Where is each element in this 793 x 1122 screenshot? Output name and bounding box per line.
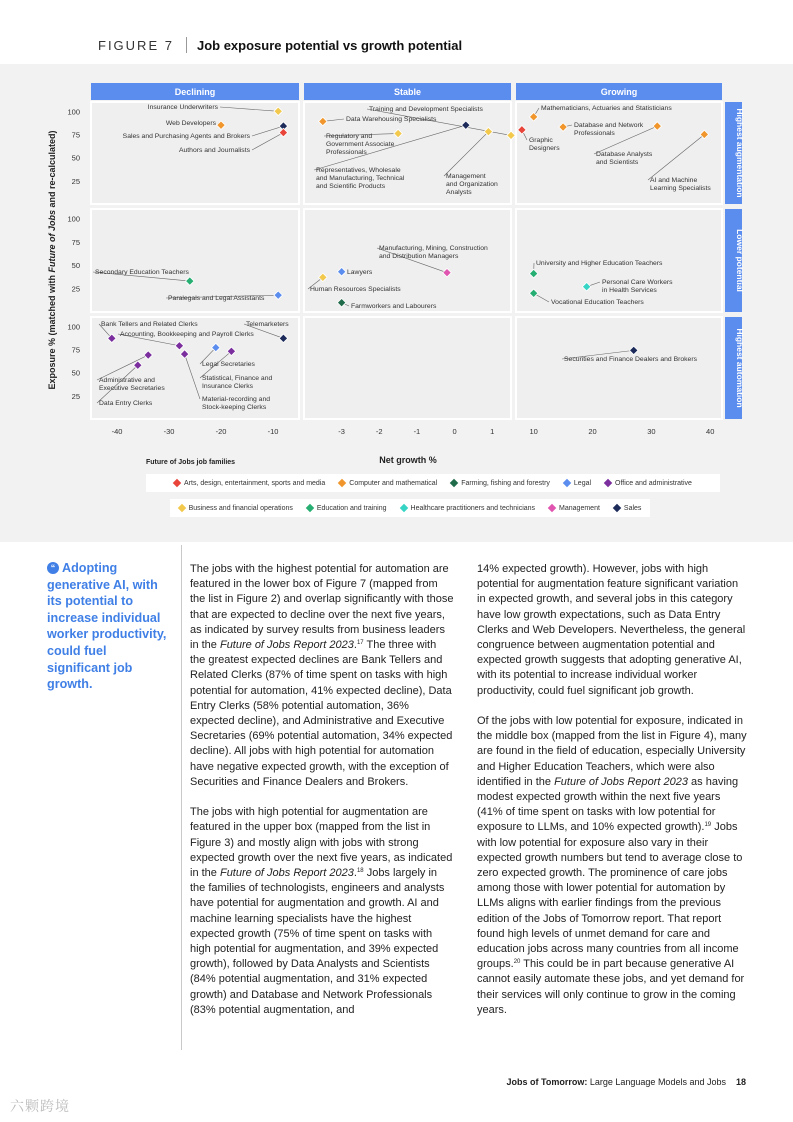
x-tick-label: -1 xyxy=(413,427,421,436)
data-label-line: and Scientists xyxy=(596,159,639,166)
figure-header xyxy=(98,36,462,54)
legend-label: Education and training xyxy=(316,504,387,512)
footer-subtitle: Large Language Models and Jobs xyxy=(587,1077,726,1087)
footer-series: Jobs of Tomorrow: xyxy=(506,1077,588,1087)
y-tick-label: 75 xyxy=(71,130,80,140)
x-tick-label: -20 xyxy=(215,427,227,436)
data-label: Secondary Education Teachers xyxy=(95,269,189,276)
column-header-label: Stable xyxy=(393,87,422,97)
data-label: Lawyers xyxy=(347,269,373,276)
legend-item xyxy=(174,480,325,487)
header-separator xyxy=(186,37,187,53)
text-run: The jobs with high potential for augmentation are featured in the upper box (mapped from the list in Figure 3) and mostly align with jobs with strong expected growth over the next five years, as indicated in the xyxy=(190,806,453,880)
data-label-line: Professionals xyxy=(326,149,367,156)
chart-panel xyxy=(304,209,511,312)
data-label-line: Statistical, Finance and xyxy=(202,375,273,382)
chart-area xyxy=(0,64,793,542)
text-column-2 xyxy=(477,562,749,1033)
y-tick-label: 50 xyxy=(71,368,80,378)
legend-marker xyxy=(548,504,556,512)
row-header-label: Highest augmentation xyxy=(735,108,745,198)
paragraph xyxy=(190,805,454,1018)
column-divider xyxy=(181,545,182,1050)
legend-label: Legal xyxy=(573,479,592,487)
data-label-line: Government Associate xyxy=(326,141,395,148)
data-label-line: Management xyxy=(446,173,486,180)
data-label-line: Material-recording and xyxy=(202,396,271,403)
data-label: Data Entry Clerks xyxy=(99,400,153,407)
y-tick-label: 25 xyxy=(71,391,80,401)
legend-row-2 xyxy=(170,499,650,517)
text-run: Of the jobs with low potential for exposure, indicated in the middle box (mapped from the list in Figure 4), many are found in the field of education, especially University and Higher Education Teachers, which were also identified in the xyxy=(477,715,747,788)
legend-label: Arts, design, entertainment, sports and media xyxy=(184,479,326,487)
data-label: Sales and Purchasing Agents and Brokers xyxy=(122,133,250,140)
data-label-line: Analysts xyxy=(446,189,472,196)
data-label: University and Higher Education Teachers xyxy=(536,260,663,267)
italic-title: Future of Jobs Report 2023 xyxy=(219,639,354,652)
y-axis-title-part: and re-calculated) xyxy=(47,130,57,210)
x-tick-label: -3 xyxy=(338,427,345,436)
paragraph xyxy=(477,562,749,699)
legend-marker xyxy=(613,504,621,512)
data-label-line: Executive Secretaries xyxy=(99,385,165,392)
paragraph xyxy=(190,562,454,790)
y-tick-label: 75 xyxy=(71,237,80,247)
data-label-line: Representatives, Wholesale xyxy=(316,167,401,174)
legend-marker xyxy=(306,504,314,512)
legend-label: Sales xyxy=(623,504,642,512)
text-run: Jobs with low potential for exposure also vary in their expected growth numbers but tend to average close to zero expected growth. The prominence of care jobs among those with lower potential for automation by LLMs aligns with earlier findings from the previous edition of the Jobs of Tomorrow report. That report found high levels of unmet demand for care and education jobs across many countries from all income groups. xyxy=(477,821,743,971)
legend-item xyxy=(605,480,692,487)
data-label xyxy=(202,396,270,411)
x-tick-label: -2 xyxy=(375,427,383,436)
y-axis-title xyxy=(47,130,57,389)
text-run: 14% expected growth). However, jobs with high potential for augmentation feature significant variation in expected growth, and several jobs in this category have low growth expectations, such as Data Entry Clerks and Web Developers. Nevertheless, the general congruence between augmentation potential and expected growth suggests that adopting generative AI, with its potential to increase individual worker productivity, could fuel significant job growth. xyxy=(477,563,746,697)
quote-icon: “ xyxy=(47,562,59,574)
y-tick-label: 100 xyxy=(67,107,80,117)
legend-marker xyxy=(177,504,185,512)
data-label-line: Learning Specialists xyxy=(650,185,711,192)
x-tick-label: -40 xyxy=(111,427,123,436)
footnote-ref: 17 xyxy=(356,640,364,647)
y-tick-label: 50 xyxy=(71,153,80,163)
legend-item xyxy=(549,505,600,512)
x-axis-title: Net growth % xyxy=(379,455,437,465)
data-label-line: Professionals xyxy=(574,130,615,137)
text-run: . xyxy=(353,867,357,880)
legend-marker xyxy=(338,479,346,487)
data-label: Bank Tellers and Related Clerks xyxy=(101,321,198,328)
data-label-line: Regulatory and xyxy=(326,133,373,140)
italic-title: Future of Jobs Report 2023 xyxy=(219,867,354,880)
footnote-ref: 18 xyxy=(356,868,364,875)
y-tick-label: 75 xyxy=(71,345,80,355)
y-tick-label: 100 xyxy=(67,214,80,224)
x-tick-label: -30 xyxy=(163,427,175,436)
data-label-line: Manufacturing, Mining, Construction xyxy=(379,245,488,252)
y-tick-label: 100 xyxy=(67,322,80,332)
text-column-1 xyxy=(190,562,454,1033)
scatter-chart xyxy=(0,64,793,542)
data-label-line: Stock-keeping Clerks xyxy=(202,404,267,411)
italic-title: Future of Jobs Report 2023 xyxy=(554,775,688,788)
legend-label: Management xyxy=(559,504,600,512)
text-run: Jobs largely in the families of technologists, engineers and analysts have potential for augmentation and growth. AI and machine learning specialists have the highest expected growth (75% of time spent on tasks with high potential for augmentation, and 39% expected growth), followed by Data Analysts and Scientists (84% potential augmentation, and 31% expected growth) and Database and Network Professionals (83% potential augmentation, and xyxy=(190,867,445,1016)
y-tick-label: 25 xyxy=(71,176,80,186)
data-label-line: Personal Care Workers xyxy=(602,279,673,286)
data-label: Securities and Finance Dealers and Brokers xyxy=(564,356,697,363)
legend-marker xyxy=(563,479,571,487)
page-number: 18 xyxy=(735,1077,746,1087)
x-tick-label: 30 xyxy=(647,427,656,436)
text-run: The jobs with the highest potential for automation are featured in the lower box of Figure 7 (mapped from the list in Figure 2) and overlap significantly with those that are expected to decline over the next five years, as indicated by survey results from business leaders in the xyxy=(190,563,454,652)
data-label-line: Database Analysts xyxy=(596,151,653,158)
text-run: This could be in part because generative AI cannot easily automate these jobs, and yet demand for their services will only continue to grow in the coming years. xyxy=(477,958,745,1016)
row-header-label: Highest automation xyxy=(735,328,745,408)
legend-marker xyxy=(399,504,407,512)
watermark: 六颗跨境 xyxy=(10,1098,70,1114)
data-label: Authors and Journalists xyxy=(178,147,250,154)
data-label-line: Designers xyxy=(529,145,560,152)
x-tick-label: 40 xyxy=(706,427,715,436)
text-run: . xyxy=(353,639,357,652)
legend-item xyxy=(614,505,642,512)
y-axis-title-part: Exposure % (matched with xyxy=(47,272,57,390)
data-label-line: and Scientific Products xyxy=(316,183,386,190)
legend-row-1 xyxy=(146,474,720,492)
footnote-ref: 20 xyxy=(513,959,521,966)
column-header-label: Declining xyxy=(174,87,216,97)
data-label: Training and Development Specialists xyxy=(369,106,483,113)
legend-item xyxy=(179,505,293,512)
paragraph xyxy=(477,714,749,1018)
data-label: Data Warehousing Specialists xyxy=(346,116,437,123)
data-label-line: and Distribution Managers xyxy=(379,253,459,260)
pull-quote-text: Adopting generative AI, with its potential to increase individual worker productivity, could fuel significant job growth. xyxy=(47,561,167,692)
legend-label: Business and financial operations xyxy=(188,504,293,512)
data-label: Accounting, Bookkeeping and Payroll Clerks xyxy=(120,331,254,338)
data-label-line: Graphic xyxy=(529,137,553,144)
data-label: Mathematicians, Actuaries and Statisticians xyxy=(541,105,672,112)
data-label: Human Resources Specialists xyxy=(310,286,401,293)
data-label: Insurance Underwriters xyxy=(147,104,218,111)
chart-panel xyxy=(516,317,722,419)
chart-panel xyxy=(304,317,511,419)
text-run: as having modest expected growth within the next five years (41% of time spent on tasks with low potential for exposure to LLMs, and 10% expected growth). xyxy=(477,775,739,834)
data-label: Vocational Education Teachers xyxy=(551,299,644,306)
y-axis-title-part: Future of Jobs xyxy=(47,210,57,273)
y-tick-label: 25 xyxy=(71,284,80,294)
data-label-line: Database and Network xyxy=(574,122,644,129)
legend-item xyxy=(401,505,536,512)
data-label-line: and Organization xyxy=(446,181,498,188)
data-label: Paralegals and Legal Assistants xyxy=(168,295,265,302)
x-tick-label: 0 xyxy=(452,427,457,436)
legend-item xyxy=(451,480,550,487)
legend-marker xyxy=(604,479,612,487)
column-header-label: Growing xyxy=(600,87,638,97)
page-footer xyxy=(507,1077,746,1087)
text-run: The three with the greatest expected declines are Bank Tellers and Related Clerks (87% of time spent on tasks with high potential for automation, 41% expected decline), Data Entry Clerks (58% potential automation, 36% expected decline), and Administrative and Executive Secretaries (69% potential automation, 34% expected decline). All jobs with high potential for automation have negative expected growth, with the exception of Securities and Finance Dealers and Brokers. xyxy=(190,639,453,788)
data-label-line: Administrative and xyxy=(99,377,155,384)
data-label: Farmworkers and Labourers xyxy=(351,303,437,310)
x-tick-label: -10 xyxy=(267,427,279,436)
legend-marker xyxy=(450,479,458,487)
figure-title: Job exposure potential vs growth potential xyxy=(196,37,463,53)
legend-title: Future of Jobs job families xyxy=(146,459,236,466)
legend-marker xyxy=(173,479,181,487)
legend-label: Healthcare practitioners and technicians xyxy=(410,504,536,512)
data-label: Web Developers xyxy=(165,120,216,127)
data-label: Legal Secretaries xyxy=(202,361,255,368)
legend-label: Computer and mathematical xyxy=(349,479,438,487)
legend-label: Office and administrative xyxy=(615,479,692,487)
data-label-line: and Manufacturing, Technical xyxy=(316,175,405,182)
x-tick-label: 10 xyxy=(529,427,538,436)
x-tick-label: 20 xyxy=(588,427,597,436)
data-label-line: in Health Services xyxy=(602,287,657,294)
legend-item xyxy=(564,480,591,487)
figure-label: FIGURE 7 xyxy=(98,37,174,53)
data-label-line: AI and Machine xyxy=(650,177,698,184)
legend-label: Farming, fishing and forestry xyxy=(461,479,550,487)
x-tick-label: 1 xyxy=(490,427,495,436)
y-tick-label: 50 xyxy=(71,261,80,271)
legend-item xyxy=(307,505,387,512)
legend-item xyxy=(339,480,437,487)
data-label: Telemarketers xyxy=(246,321,289,328)
pull-quote xyxy=(47,560,171,693)
footnote-ref: 19 xyxy=(704,822,712,829)
data-label-line: Insurance Clerks xyxy=(202,383,253,390)
row-header-label: Lower potential xyxy=(735,229,745,292)
